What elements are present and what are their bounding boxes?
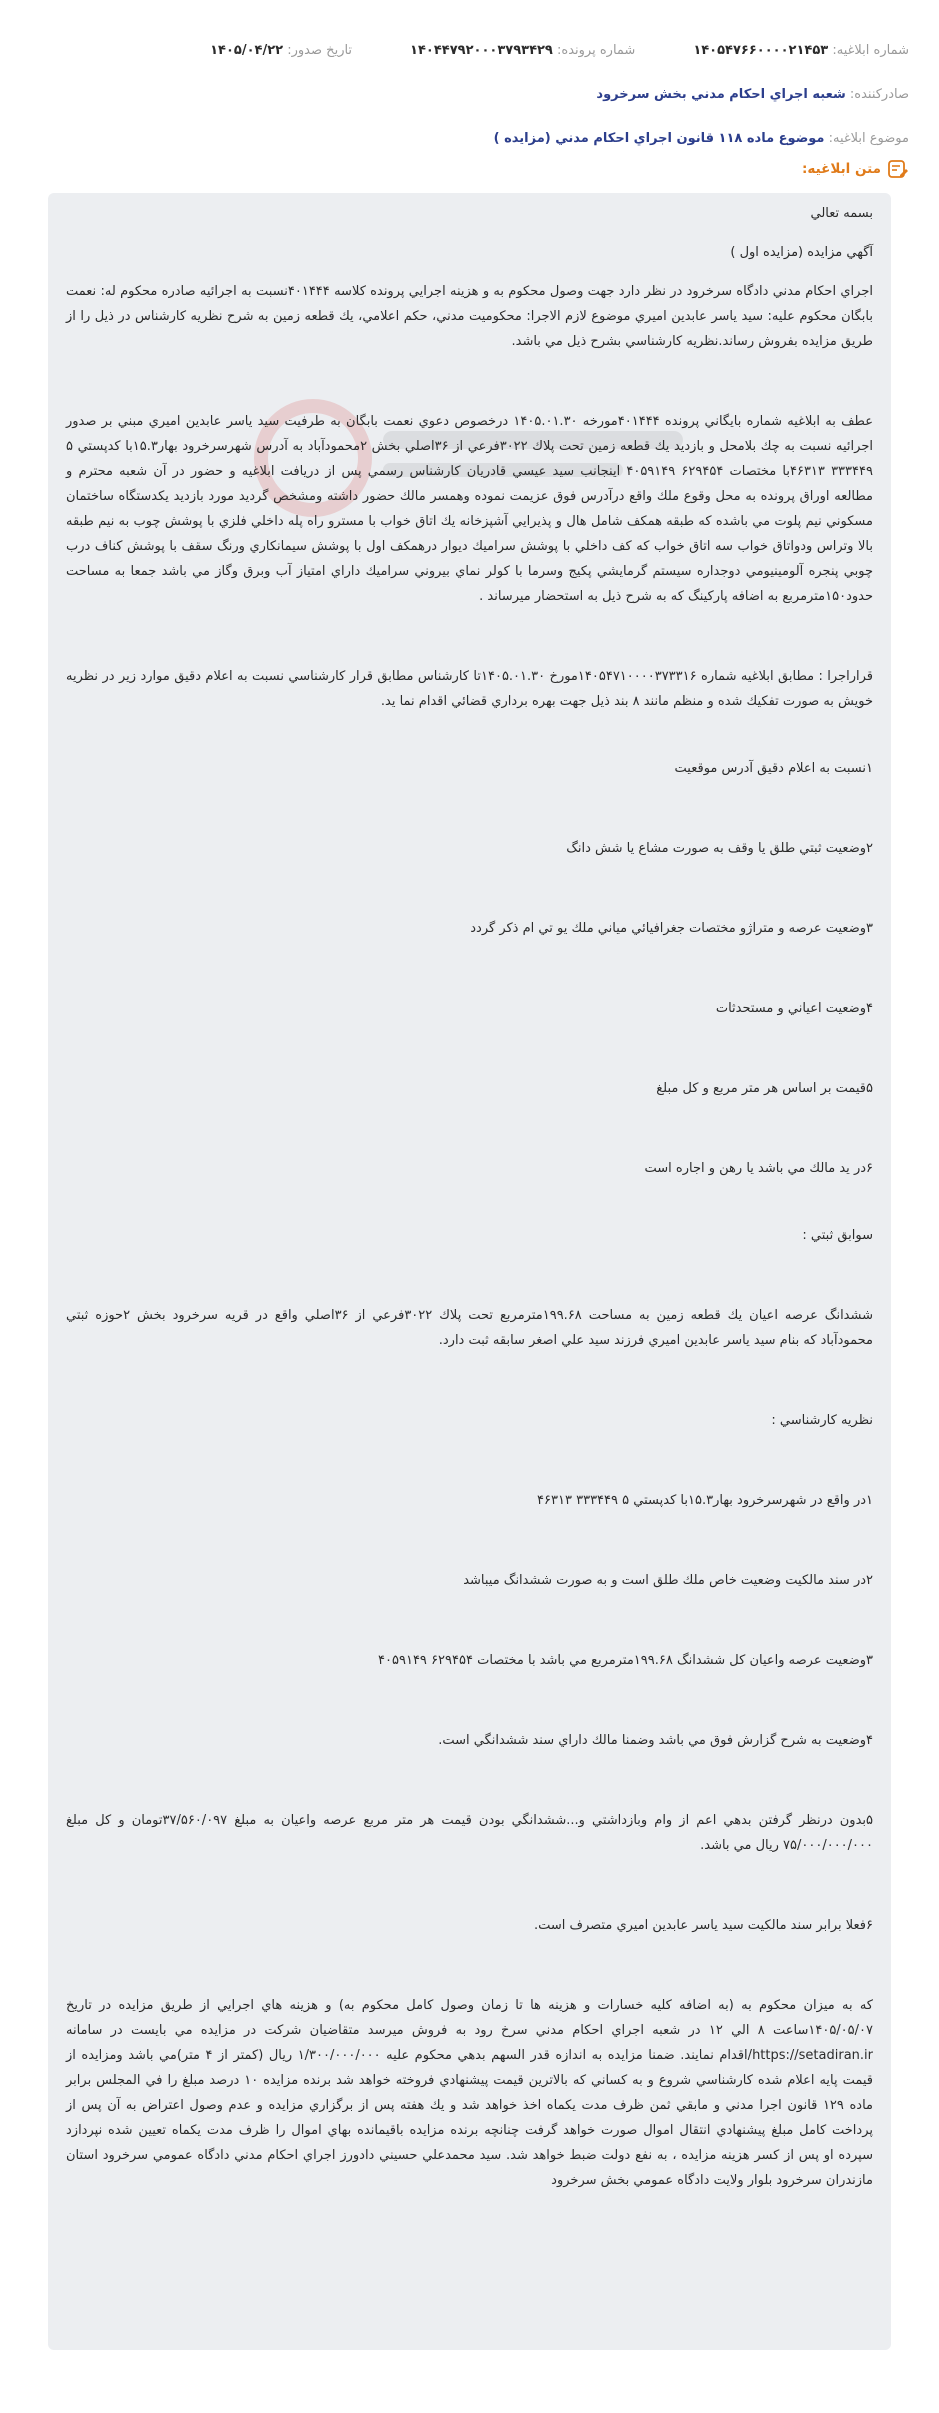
notice-metadata <box>30 28 909 160</box>
metadata-row-issuer <box>30 72 909 116</box>
subject-value: موضوع ماده ۱۱۸ قانون اجراي احكام مدني (مزايده ) <box>493 130 825 146</box>
issue-date-label: تاريخ صدور: <box>287 42 353 58</box>
order-item-3: ۳وضعيت عرصه و متراژو مختصات جغرافيائي مياني ملك يو تي ام ذكر گردد <box>470 921 873 936</box>
expert-opinion-heading: نظريه كارشناسي : <box>771 1413 873 1428</box>
order-item-1: ۱نسبت به اعلام دقيق آدرس موقعيت <box>674 761 873 776</box>
notice-body-text <box>66 201 873 2193</box>
metadata-row-ids <box>30 28 909 72</box>
expert-inspection-paragraph: عطف به ابلاغيه شماره بايگاني پرونده ۴۰۱۴۴۴مورخه ۱۴۰۵.۰۱.۳۰ درخصوص دعوي نعمت بابگان به طرفيت سيد ياسر عابدين اميري مبني بر صدور اجرائيه نسبت به چك بلامحل و بازديد يك قطعه زمين تحت پلاك ۳۰۲۲فرعي از ۳۶اصلي بخش ۲محمودآباد به آدرس شهرسرخرود بهار۱۵.۳با كدپستي ۵ ۳۳۳۴۴۹ ۴۶۳۱۳با مختصات ۶۲۹۴۵۴ ۴۰۵۹۱۴۹ اينجانب سيد عيسي قادريان كارشناس رسمي پس از دريافت ابلاغيه و حضور در آن شعبه محترم و مطالعه اوراق پرونده به محل وقوع ملك واقع درآدرس فوق عزيمت نموده وهمسر مالك حضور داشته ومشخص گرديد مورد بازديد يكدستگاه ساختمان مسكوني نيم پلوت مي باشده كه طبقه همكف شامل هال و پذيرايي آشپزخانه يك اتاق خواب با مسترو راه پله داخلي فلزي با پوشش چوب به نيم طبقه بالا وتراس ودواتاق خواب سه اتاق خواب كه كف داخلي با پوشش سراميك ديوار درهمكف اول با پوشش سيمانكاري ورنگ سقف با پوشش كناف درب چوبي پنجره آلومينيومي دوجداره سيستم گرمايشي پكيج وسرما با كولر نماي بيروني سراميك داراي امتياز آب وبرق وگاز مي باشد جمعا به مساحت حدود۱۵۰مترمربع به اضافه پاركينگ كه به شرح ذيل به استحضار ميرساند . <box>66 414 873 604</box>
issuer-label: صادركننده: <box>849 86 909 102</box>
order-item-5: ۵قيمت بر اساس هر متر مربع و كل مبلغ <box>656 1081 873 1096</box>
document-edit-icon <box>887 158 909 180</box>
order-item-4: ۴وضعيت اعياني و مستحدثات <box>715 1001 873 1016</box>
auction-intro-paragraph: اجراي احكام مدني دادگاه سرخرود در نظر دارد جهت وصول محكوم به و هزينه اجرايي پرونده كلاسه ۴۰۱۴۴۴نسبت به اجرائيه صادره محكوم له: نعمت بابگان محكوم عليه: سيد ياسر عابدين اميري موضوع لازم الاجرا: محكوميت مدني، حكم اعلامي، يك قطعه زمين به شرح نظريه كارشناس در ذيل را از طريق مزايده بفروش رساند.نظريه كارشناسي بشرح ذيل مي باشد. <box>66 284 873 349</box>
order-item-2: ۲وضعيت ثبتي طلق يا وقف به صورت مشاع يا شش دانگ <box>566 841 873 856</box>
opinion-item-5: ۵بدون درنظر گرفتن بدهي اعم از وام وبازداشتي و...ششدانگي بودن قيمت هر متر مربع عرصه واعيان به مبلغ ۳۷/۵۶۰/۰۹۷تومان و كل مبلغ ۷۵/۰۰۰/۰۰۰/۰۰۰ ريال مي باشد. <box>66 1813 873 1853</box>
notice-body-panel <box>48 193 891 2350</box>
metadata-row-subject <box>30 116 909 160</box>
auction-heading: آگهي مزايده (مزايده اول ) <box>730 245 873 260</box>
notice-text-title: متن ابلاغيه: <box>802 161 881 177</box>
case-number-label: شماره پرونده: <box>557 42 636 58</box>
opinion-item-3: ۳وضعيت عرصه واعيان كل ششدانگ ۱۹۹.۶۸مترمربع مي باشد با مختصات ۶۲۹۴۵۴ ۴۰۵۹۱۴۹ <box>378 1653 873 1668</box>
opinion-item-6: ۶فعلا برابر سند مالكيت سيد ياسر عابدين اميري متصرف است. <box>533 1918 873 1933</box>
order-item-6: ۶در يد مالك مي باشد يا رهن و اجاره است <box>644 1161 873 1176</box>
opinion-item-4: ۴وضعيت به شرح گزارش فوق مي باشد وضمنا مالك داراي سند ششدانگي است. <box>438 1733 873 1748</box>
opinion-item-2: ۲در سند مالكيت وضعيت خاص ملك طلق است و به صورت ششدانگ ميباشد <box>463 1573 873 1588</box>
notice-number <box>693 43 909 58</box>
opinion-item-1: ۱در واقع در شهرسرخرود بهار۱۵.۳با كدپستي ۵ ۳۳۳۴۴۹ ۴۶۳۱۳ <box>537 1493 873 1508</box>
enforcement-order-paragraph: قراراجرا : مطابق ابلاغيه شماره ۱۴۰۵۴۷۱۰۰۰۰۳۷۳۳۱۶مورخ ۱۴۰۵.۰۱.۳۰تا كارشناس مطابق قرار كارشناسي نسبت به اعلام دقيق موارد زير در نظريه خويش به صورت تفكيك شده و منظم مانند ۸ بند ذيل جهت بهره برداري قضائي اقدام نما يد. <box>66 669 874 709</box>
opening-invocation: بسمه تعالي <box>810 206 873 221</box>
subject-label: موضوع ابلاغيه: <box>828 130 909 146</box>
issue-date-value: ۱۴۰۵/۰۴/۲۲ <box>210 42 284 58</box>
issue-date <box>210 43 352 58</box>
issuer-value: شعبه اجراي احكام مدني بخش سرخرود <box>596 86 846 102</box>
notice-text-heading <box>802 158 909 180</box>
registration-history-heading: سوابق ثبتي : <box>802 1228 873 1243</box>
case-number <box>410 43 635 58</box>
notice-number-label: شماره ابلاغيه: <box>832 42 909 58</box>
auction-terms-paragraph: كه به ميزان محكوم به (به اضافه كليه خسارات و هزينه ها تا زمان وصول كامل محكوم به) و هزينه هاي اجرايي از طريق مزايده در تاريخ ۱۴۰۵/۰۵/۰۷ساعت ۸ الي ۱۲ در شعبه اجراي احكام مدني سرخ رود به فروش ميرسد متقاضيان شركت در مزايده مي بايست در سامانه https://setadiran.ir/اقدام نمايند. ضمنا مزايده به اندازه قدر السهم بدهي محكوم عليه ۱/۳۰۰/۰۰۰/۰۰۰ ريال (كمتر از ۴ متر)مي باشد ومزايده از قيمت پايه اعلام شده كارشناسي شروع و به كساني كه بالاترين قيمت پيشنهادي فروخته خواهد شد برنده مزايده ۱۰ درصد مبلغ را في المجلس برابر ماده ۱۲۹ قانون اجرا مدني و مابقي ثمن ظرف مدت يكماه اخذ خواهد شد و يك هفته پس از برگزاري مزايده و عدم وصول اعتراض به آن پس از پرداخت كامل مبلغ پيشنهادي انتقال اموال صورت خواهد گرفت چنانچه برنده مزايده باقيمانده بهاي اموال را ظرف مدت يكماه تعيين شده نپردازد سپرده او پس از كسر هزينه مزايده ، به نفع دولت ضبط خواهد شد. سيد محمدعلي حسيني دادورز اجراي احكام مدني دادگاه عمومي سرخرود استان مازندران سرخرود بلوار ولايت دادگاه عمومي بخش سرخرود <box>66 1998 873 2188</box>
notice-number-value: ۱۴۰۵۴۷۶۶۰۰۰۰۲۱۴۵۳ <box>693 42 829 58</box>
case-number-value: ۱۴۰۴۴۷۹۲۰۰۰۳۷۹۳۴۲۹ <box>410 42 553 58</box>
registration-history-paragraph: ششدانگ عرصه اعيان يك قطعه زمين به مساحت ۱۹۹.۶۸مترمربع تحت پلاك ۳۰۲۲فرعي از ۳۶اصلي واقع در قريه سرخرود بخش ۲حوزه ثبتي محمودآباد كه بنام سيد ياسر عابدين اميري فرزند سيد علي اصغر سابقه ثبت دارد. <box>66 1308 873 1348</box>
